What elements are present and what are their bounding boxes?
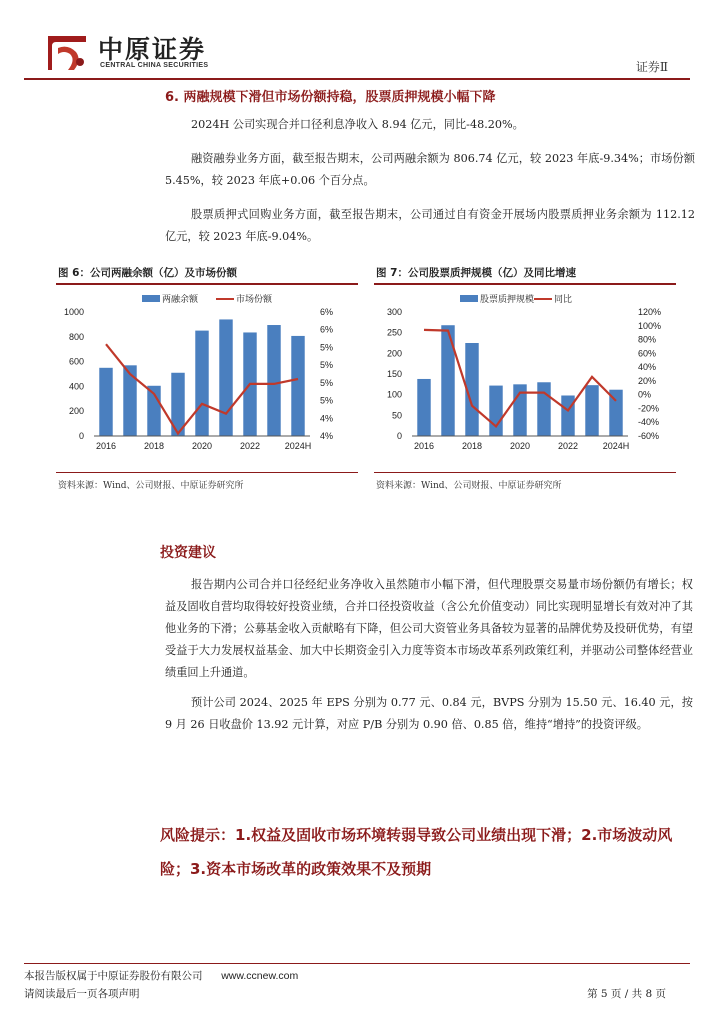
y-right-tick-label: 5% — [320, 342, 334, 353]
figure-6-chart — [56, 288, 358, 470]
figure-7-chart — [374, 288, 676, 470]
paragraph: 预计公司 2024、2025 年 EPS 分别为 0.77 元、0.84 元，BVPS 分别为 15.50 元、16.40 元，按 9 月 26 日收盘价 13.92 元计算，对应 P/B 分别为 0.90 倍、0.85 倍，维持“增持”的投资评级。 — [165, 696, 693, 731]
bar — [489, 386, 502, 436]
figure-7-top-rule — [374, 283, 676, 285]
figure-7-title: 图 7：公司股票质押规模（亿）及同比增速 — [376, 267, 576, 279]
bar — [561, 395, 574, 436]
x-tick-label: 2018 — [143, 441, 165, 451]
bar — [123, 365, 136, 436]
y-right-tick-label: 60% — [638, 348, 657, 359]
bar — [219, 319, 232, 436]
y-right-tick-label: 6% — [320, 324, 334, 335]
legend-bar-label: 股票质押规模 — [480, 294, 535, 304]
y-right-tick-label: -60% — [638, 431, 660, 441]
y-right-tick-label: 80% — [638, 334, 657, 345]
y-left-tick-label: 250 — [386, 327, 402, 338]
paragraph: 2024H 公司实现合并口径利息净收入 8.94 亿元，同比-48.20%。 — [191, 118, 524, 131]
y-left-tick-label: 400 — [68, 381, 84, 392]
bar — [291, 336, 304, 436]
x-tick-label: 2024H — [602, 441, 630, 451]
legend-bar-swatch — [460, 295, 478, 302]
y-right-tick-label: 100% — [638, 320, 662, 331]
y-left-tick-label: 800 — [68, 331, 84, 342]
header-divider — [24, 78, 690, 80]
figure-6-bottom-rule — [56, 472, 358, 473]
y-right-tick-label: -20% — [638, 403, 660, 414]
y-right-tick-label: 4% — [320, 413, 334, 424]
y-left-tick-label: 300 — [386, 307, 402, 317]
x-tick-label: 2022 — [239, 441, 261, 451]
x-tick-label: 2024H — [284, 441, 312, 451]
figure-6-top-rule — [56, 283, 358, 285]
y-left-tick-label: 200 — [386, 348, 402, 359]
investment-body — [165, 574, 693, 736]
section-heading: 6. 两融规模下滑但市场份额持稳，股票质押规模小幅下降 — [165, 90, 496, 105]
y-left-tick-label: 1000 — [63, 307, 84, 317]
bar — [195, 331, 208, 436]
bar — [417, 379, 430, 436]
legend-line-label: 同比 — [554, 294, 573, 304]
y-right-tick-label: 20% — [638, 375, 657, 386]
page-number: 第 5 页 / 共 8 页 — [587, 988, 666, 1000]
bar — [585, 385, 598, 436]
y-right-tick-label: 5% — [320, 377, 334, 388]
paragraph: 融资融券业务方面，截至报告期末，公司两融余额为 806.74 亿元，较 2023 年底-9.34%；市场份额 5.45%，较 2023 年底+0.06 个百分点。 — [165, 152, 695, 187]
footer-copyright — [24, 968, 298, 983]
footer-disclaimer: 请阅读最后一页各项声明 — [24, 988, 140, 1000]
x-tick-label: 2016 — [95, 441, 117, 451]
logo-chinese-name: 中原证券 — [98, 35, 207, 64]
y-left-tick-label: 0 — [396, 431, 402, 441]
x-tick-label: 2016 — [413, 441, 435, 451]
figure-6-title: 图 6：公司两融余额（亿）及市场份额 — [58, 267, 237, 279]
bar — [267, 325, 280, 436]
legend-bar-swatch — [142, 295, 160, 302]
y-left-tick-label: 200 — [68, 406, 84, 417]
paragraph: 股票质押式回购业务方面，截至报告期末，公司通过自有资金开展场内股票质押业务余额为 112.12 亿元，较 2023 年底-9.04%。 — [165, 208, 695, 243]
x-tick-label: 2022 — [557, 441, 579, 451]
y-right-tick-label: 4% — [320, 431, 334, 441]
y-left-tick-label: 600 — [68, 356, 84, 367]
company-logo-icon — [46, 32, 90, 72]
legend-bar-label: 两融余额 — [162, 294, 199, 304]
y-right-tick-label: 5% — [320, 360, 334, 371]
y-right-tick-label: 5% — [320, 395, 334, 406]
y-right-tick-label: 0% — [638, 389, 652, 400]
y-left-tick-label: 150 — [386, 369, 402, 379]
figure-7-source: 资料来源：Wind、公司财报、中原证券研究所 — [376, 481, 562, 491]
header-category: 证券Ⅱ — [635, 60, 668, 74]
logo-english-name: CENTRAL CHINA SECURITIES — [100, 62, 209, 69]
legend-line-label: 市场份额 — [236, 294, 273, 304]
bar — [537, 382, 550, 436]
y-right-tick-label: -40% — [638, 417, 660, 428]
copyright-text: 本报告版权属于中原证券股份有限公司 — [24, 970, 203, 982]
paragraph: 报告期内公司合并口径经纪业务净收入虽然随市小幅下滑，但代理股票交易量市场份额仍有增长；权益及固收自营均取得较好投资业绩，合并口径投资收益（含公允价值变动）同比实现明显增长有效对冲了其他业务的下滑；公募基金收入贡献略有下降，但公司大资管业务具备较为显著的品牌优势及投研优势，有望受益于大力发展权益基金、加大中长期资金引入力度等资本市场改革系列政策红利，并驱动公司整体经营业绩重回上升通道。 — [165, 578, 693, 679]
risk-warning: 风险提示：1.权益及固收市场环境转弱导致公司业绩出现下滑；2.市场波动风险；3.资本市场改革的政策效果不及预期 — [160, 826, 673, 878]
figure-6-source: 资料来源：Wind、公司财报、中原证券研究所 — [58, 481, 244, 491]
y-right-tick-label: 120% — [638, 307, 662, 317]
figure-7-bottom-rule — [374, 472, 676, 473]
bar — [99, 368, 112, 436]
x-tick-label: 2020 — [191, 441, 213, 451]
x-tick-label: 2018 — [461, 441, 483, 451]
website-link[interactable]: www.ccnew.com — [221, 970, 299, 982]
x-tick-label: 2020 — [509, 441, 531, 451]
investment-heading: 投资建议 — [160, 545, 216, 561]
y-left-tick-label: 0 — [78, 431, 84, 441]
y-left-tick-label: 100 — [386, 389, 402, 400]
y-right-tick-label: 40% — [638, 362, 657, 373]
section-body — [165, 114, 695, 248]
y-right-tick-label: 6% — [320, 307, 334, 317]
y-left-tick-label: 50 — [391, 410, 402, 421]
footer-divider — [24, 963, 690, 964]
